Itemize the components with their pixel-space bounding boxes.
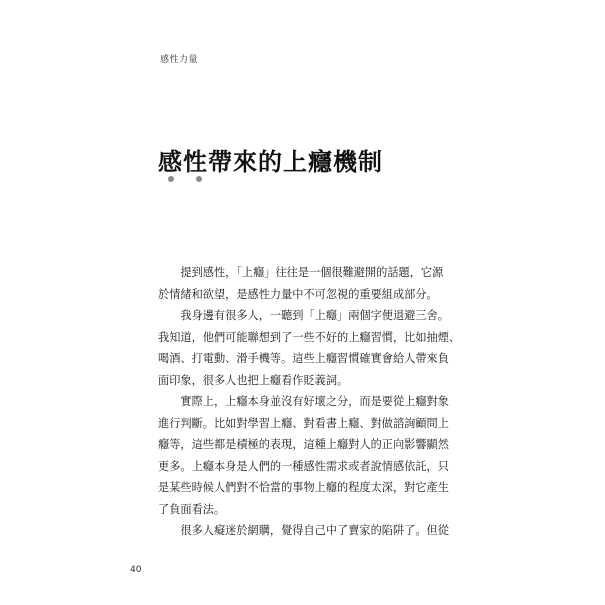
chapter-title: 感性帶來的上癮機制 — [158, 148, 383, 176]
body-line: 實際上，上癮本身並沒有好壞之分，而是要從上癮對象 — [158, 395, 449, 408]
ornament-dot — [196, 176, 202, 182]
body-line: 了負面看法。 — [158, 502, 226, 516]
body-text — [158, 262, 461, 542]
body-line: 面印象，很多人也把上癮看作貶義詞。 — [158, 373, 349, 387]
body-line: 於情緒和欲望，是感性力量中不可忽視的重要組成部分。 — [158, 287, 438, 301]
body-line: 是某些時候人們對不恰當的事物上癮的程度太深，對它產生 — [158, 481, 449, 494]
body-line: 進行判斷。比如對學習上癮、對看書上癮、對做諮詢顧問上 — [158, 416, 449, 430]
body-line: 癮等，這些都是積極的表現，這種上癮對人的正向影響顯然 — [158, 438, 449, 451]
body-line: 提到感性，「上癮」往往是一個很難避開的話題，它源 — [158, 266, 444, 279]
body-line: 很多人癡迷於網購，覺得自己中了賣家的陷阱了。但從 — [158, 524, 449, 537]
title-ornament — [168, 176, 202, 182]
body-line: 我身邊有很多人，一聽到「上癮」兩個字便退避三舍。 — [158, 309, 449, 322]
body-line: 更多。上癮本身是人們的一種感性需求或者說情感依託，只 — [158, 459, 449, 473]
body-line: 喝酒、打電動、滑手機等。這些上癮習慣確實會給人帶來負 — [158, 352, 449, 365]
running-header: 感性力量 — [160, 55, 199, 65]
page-number: 40 — [130, 565, 142, 575]
body-line: 我知道，他們可能聯想到了一些不好的上癮習慣，比如抽煙、 — [158, 330, 461, 344]
ornament-dot — [168, 176, 174, 182]
